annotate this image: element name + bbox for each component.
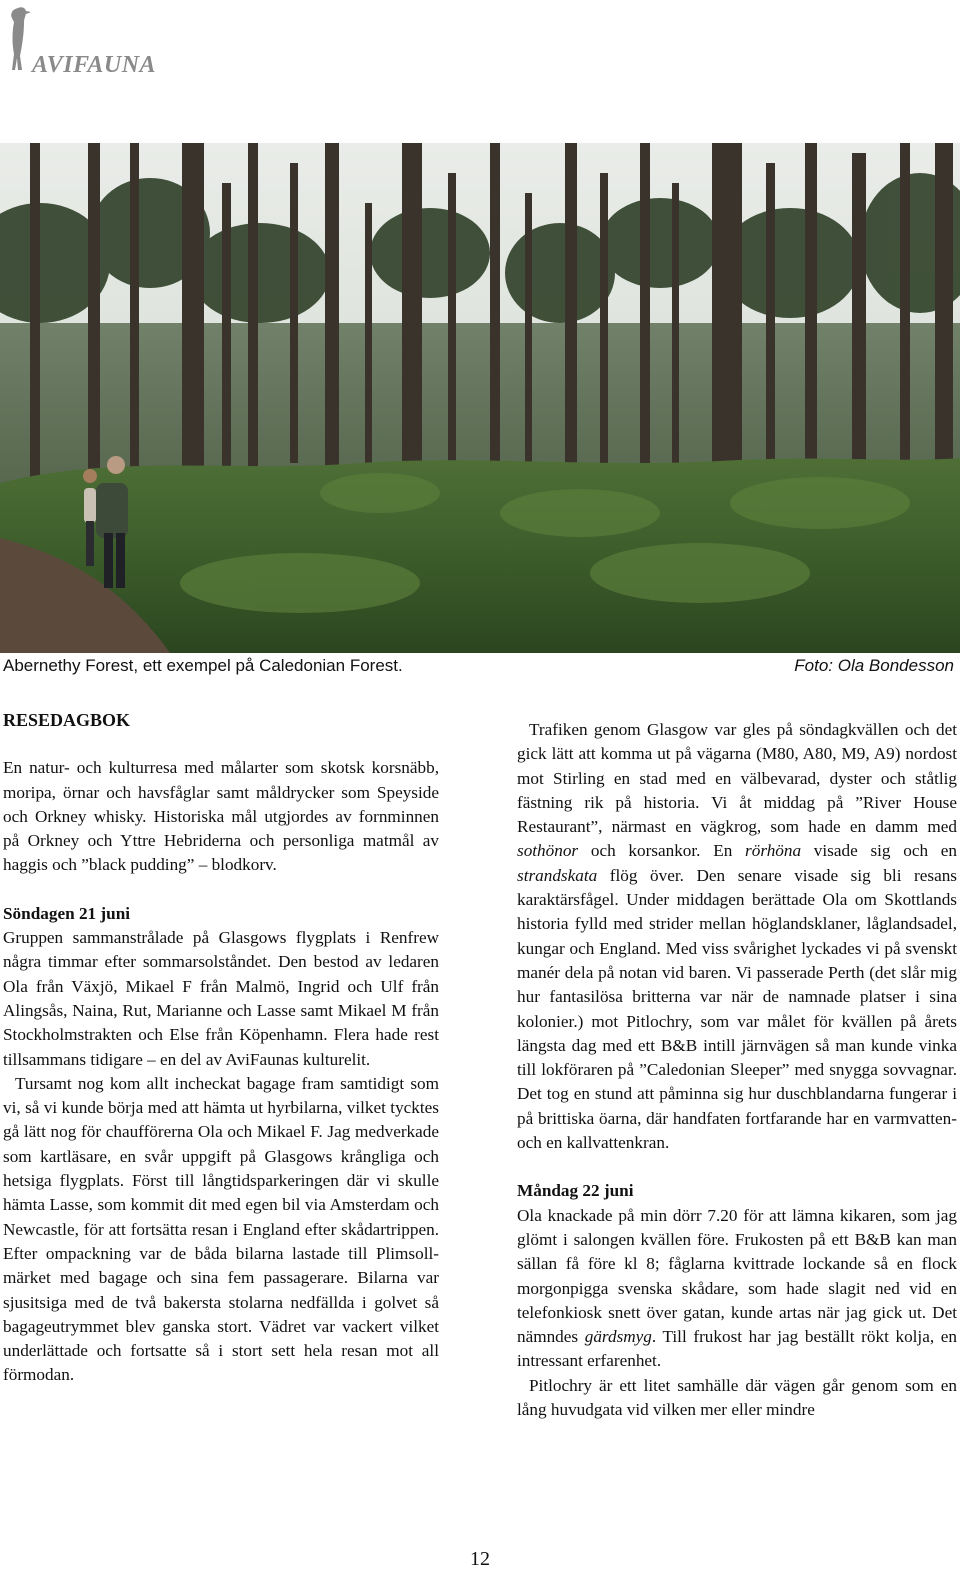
species-rorhona: rörhöna: [745, 841, 802, 861]
day1-paragraph-1: Gruppen sammanstrålade på Glasgows flygplats i Renfrew några timmar efter sommarsolståndet. Den bestod av ledaren Ola från Växjö, Mikael F från Malmö, Ingrid och Ulf från Alingsås, Naina, Rut, Marianne och Lasse samt Mikael M från Stockholmstrakten och Else från Köpenhamn. Flera hade rest tillsammans tidigare – en del av AviFaunas kulturelit.: [3, 928, 439, 1069]
article-title: RESEDAGBOK: [3, 710, 131, 730]
left-column: [3, 708, 439, 1388]
day2-heading: Måndag 22 juni: [517, 1181, 634, 1201]
photo-caption: Abernethy Forest, ett exempel på Caledonian Forest.: [3, 656, 403, 675]
forest-photo: [0, 143, 960, 653]
right-paragraph-1: Trafiken genom Glasgow var gles på söndagkvällen och det gick lätt att komma ut på vägarna (M80, A80, M9, A9) nordost mot Stirling en stad med en välbevarad, dyster och ståtlig fästning rik på historia. Vi åt middag på ”River House Restaurant”, närmast en vägkrog, som hade en damm med sothönor och korsankor. En rörhöna visade sig och en strandskata flög över. Den senare visade sig bli resans karaktärsfågel. Under middagen berättade Ola om Skottlands historia fylld med strider mellan höglandsklaner, låglandsadel, kungar och England. Med viss svårighet lyckades vi på svenskt manér dela på notan vid baren. Vi passerade Perth (det slår mig hur fantasilösa britterna var när de namnade platser i sina kolonier.) mot Pitlochry, som var målet för kvällen på årets längsta dag med ett B&B intill järnvägen så man kunde vinka till lokföraren på ”Caledonian Sleeper” med snygga sovvagnar. Det tog en stund att påminna sig hur duschblandarna fungerar i på brittiska öarna, där handfaten fortfarande har en varmvatten- och en kallvattenkran.: [517, 720, 957, 1153]
photo-credit: Foto: Ola Bondesson: [794, 656, 954, 675]
day1-heading: Söndagen 21 juni: [3, 903, 131, 923]
day2-paragraph-1: Ola knackade på min dörr 7.20 för att lämna kikaren, som jag glömt i salongen kvällen före. Frukosten på ett B&B kan man sällan få före kl 8; fåglarna kvittrade lockande så en flock morgonpigga svenska skådare, som hade slagit ned vid en telefonkiosk snett över gatan, kunde artas när jag gick ut. Det nämndes gärdsmyg. Till frukost har jag beställt rökt kolja, en intressant erfarenhet.: [517, 1205, 957, 1371]
day1-paragraph-2: Tursamt nog kom allt incheckat bagage fram samtidigt som vi, så vi kunde börja med att hämta ut hyrbilarna, vilket tycktes gå lätt nog för chaufförerna Ola och Mikael F. Jag medverkade som kartläsare, en svår uppgift på Glasgows krångliga och hetsiga flygplats. Först till långtidsparkeringen där vi skulle hämta Lasse, som kommit dit med egen bil via Amsterdam och Newcastle, för att fortsätta resan i England efter skådartrippen. Efter ompackning var de båda bilarna lastade till Plimsoll-märket med bagage och sina fem passagerare. Bilarna var sjusitsiga med de två bakersta stolarna nedfällda i golvet så bagageutrymmet blev ganska stort. Vädret var vackert vilket underlättade och fortsatte så i stort sett hela resan mot all förmodan.: [3, 1073, 439, 1385]
species-gardsmyg: gärdsmyg: [584, 1327, 652, 1347]
day2-paragraph-2: Pitlochry är ett litet samhälle där vägen går genom som en lång huvudgata vid vilken mer eller mindre: [517, 1375, 957, 1420]
avifauna-logo: [4, 4, 184, 78]
page-number: 12: [470, 1548, 490, 1570]
logo-wordmark: AVIFAUNA: [32, 52, 157, 78]
bird-silhouette-icon: [4, 4, 34, 76]
species-strandskata: strandskata: [517, 865, 598, 885]
intro-paragraph: En natur- och kulturresa med målarter som skotsk korsnäbb, moripa, örnar och havsfåglar samt måldrycker som Speyside och Orkney whisky. Historiska mål utgjordes av fornminnen på Orkney och Yttre Hebriderna och personliga matmål av haggis och ”black pudding” – blodkorv.: [3, 758, 439, 875]
species-sothonor: sothönor: [517, 841, 579, 861]
right-column: [517, 718, 957, 1422]
